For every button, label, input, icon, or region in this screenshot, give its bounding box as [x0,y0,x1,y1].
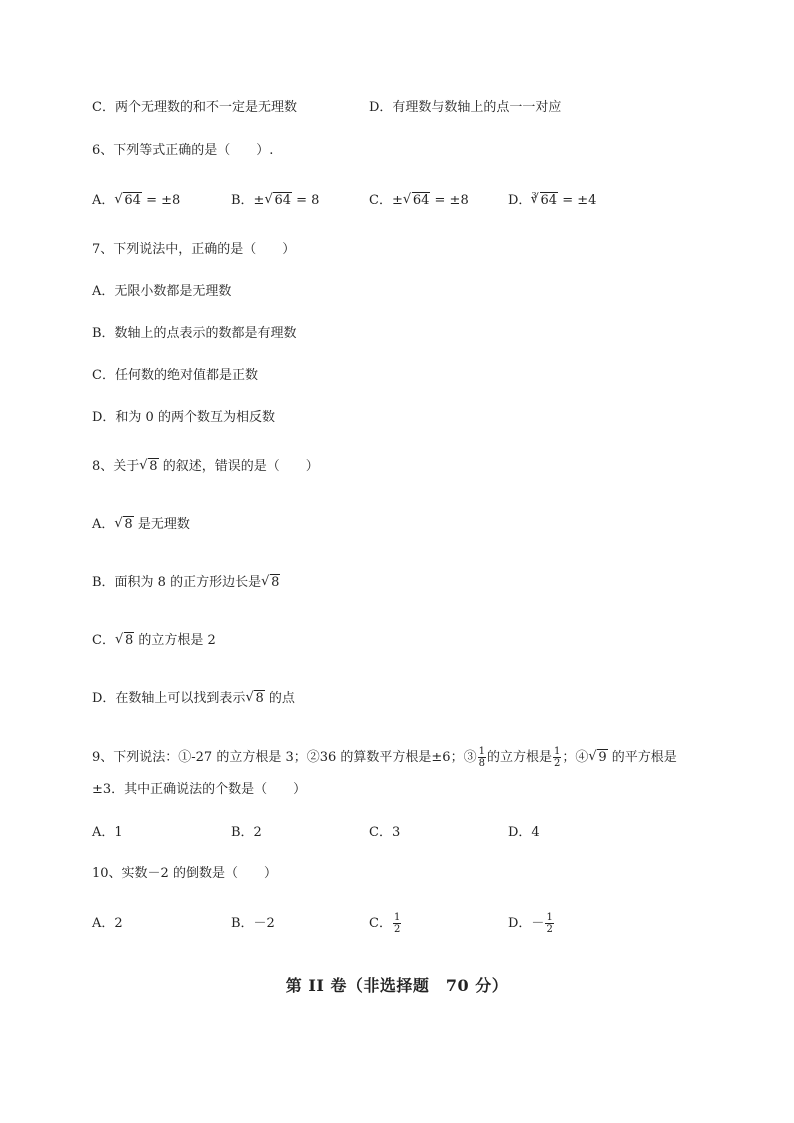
q9-option-a: A．1 [92,825,123,840]
q8-radicand: 8 [149,459,158,474]
q10-option-c-num: 1 [393,912,401,923]
q9-frac2-num: 1 [553,746,561,757]
q10-option-c-label: C． [369,916,392,931]
cube-root-index: 3 [531,191,537,200]
q10-option-c [369,912,402,935]
q8-option-d-radicand: 8 [255,691,264,706]
q6-option-c-radicand: 64 [412,193,430,208]
q7-option-b: B．数轴上的点表示的数都是有理数 [92,326,297,341]
sqrt-symbol [114,516,133,534]
q6-option-d-label: D． [508,193,532,208]
q6-option-b [231,192,319,210]
q8-option-d-post: 的点 [268,691,295,706]
q8-option-c-label: C． [92,633,115,648]
q9-stem-b: 的立方根是 [486,750,552,765]
q10-option-a: A．2 [92,916,123,931]
q6-option-b-label: B．± [231,193,265,208]
q10-option-d [508,912,555,935]
q10-option-b: B．－2 [231,916,275,931]
q9-stem-a: 9、下列说法：①-27 的立方根是 3；②36 的算数平方根是±6；③ [92,750,477,765]
q9-radicand: 9 [598,750,607,765]
q8-option-a-post: 是无理数 [137,517,190,532]
q6-stem: 6、下列等式正确的是（ ）. [92,143,274,158]
q6-option-a-label: A． [92,193,115,208]
q6-option-a [92,192,180,210]
sqrt-symbol [588,749,607,767]
sqrt-symbol [139,458,158,476]
q6-option-b-radicand: 64 [274,193,291,208]
q8-option-d [92,690,295,708]
q6-option-c-rest: = ±8 [430,193,469,208]
q8-option-b-radicand: 8 [271,575,280,590]
q8-option-a-radicand: 8 [124,517,133,532]
q9-option-b: B．2 [231,825,262,840]
q10-option-c-den: 2 [393,924,401,935]
q6-option-d [508,192,596,211]
q9-option-d: D．4 [508,825,540,840]
q5-option-d: D．有理数与数轴上的点一一对应 [369,100,562,115]
sqrt-symbol [264,192,292,210]
q10-option-d-label: D．－ [508,916,545,931]
q6-option-d-rest: = ±4 [558,193,597,208]
q8-option-a-label: A． [92,517,115,532]
q7-stem: 7、下列说法中，正确的是（ ） [92,242,296,257]
q9-stem-line2: ±3．其中正确说法的个数是（ ） [92,782,307,797]
fraction-one-eighth [478,746,486,769]
q8-option-c [92,632,216,650]
q8-option-c-radicand: 8 [124,633,134,648]
sqrt-symbol [114,192,142,210]
q6-option-c [369,192,469,210]
q8-option-a [92,516,190,534]
q6-option-a-rest: = ±8 [141,193,181,208]
q9-option-c: C．3 [369,825,401,840]
sqrt-symbol [115,632,134,650]
q9-stem-c: ；④ [562,750,589,765]
q6-option-a-radicand: 64 [124,193,141,208]
q8-stem [92,458,319,476]
sqrt-symbol [261,574,280,592]
q10-option-d-den: 2 [546,924,553,935]
sqrt-symbol [403,192,431,210]
q7-option-a: A．无限小数都是无理数 [92,284,232,299]
q9-frac1-den: 8 [478,758,485,769]
q10-stem: 10、实数－2 的倒数是（ ） [92,866,277,881]
q8-stem-post: 的叙述，错误的是（ ） [162,459,319,474]
sqrt-symbol [531,192,559,210]
q6-option-c-label: C．± [369,193,403,208]
q9-stem-d: 的平方根是 [611,750,677,765]
q9-frac2-den: 2 [553,758,561,769]
q8-stem-pre: 8、关于 [92,459,140,474]
fraction-one-half [545,912,553,935]
q8-option-d-pre: D．在数轴上可以找到表示 [92,691,246,706]
q7-option-c: C．任何数的绝对值都是正数 [92,368,258,383]
q8-option-b-pre: B．面积为 8 的正方形边长是 [92,575,262,590]
q5-option-c: C．两个无理数的和不一定是无理数 [92,100,297,115]
q8-option-b [92,574,280,592]
q6-option-d-radicand: 64 [540,193,558,208]
q10-option-d-num: 1 [546,912,553,923]
q8-option-c-post: 的立方根是 2 [138,633,216,648]
q9-stem-line1 [92,746,677,769]
q9-frac1-num: 1 [478,746,485,757]
fraction-one-half [393,912,401,935]
q7-option-d: D．和为 0 的两个数互为相反数 [92,410,275,425]
section-title: 第 II 卷（非选择题 70 分） [285,976,509,995]
q6-option-b-rest: = 8 [292,193,320,208]
sqrt-symbol [245,690,264,708]
fraction-one-half [553,746,561,769]
